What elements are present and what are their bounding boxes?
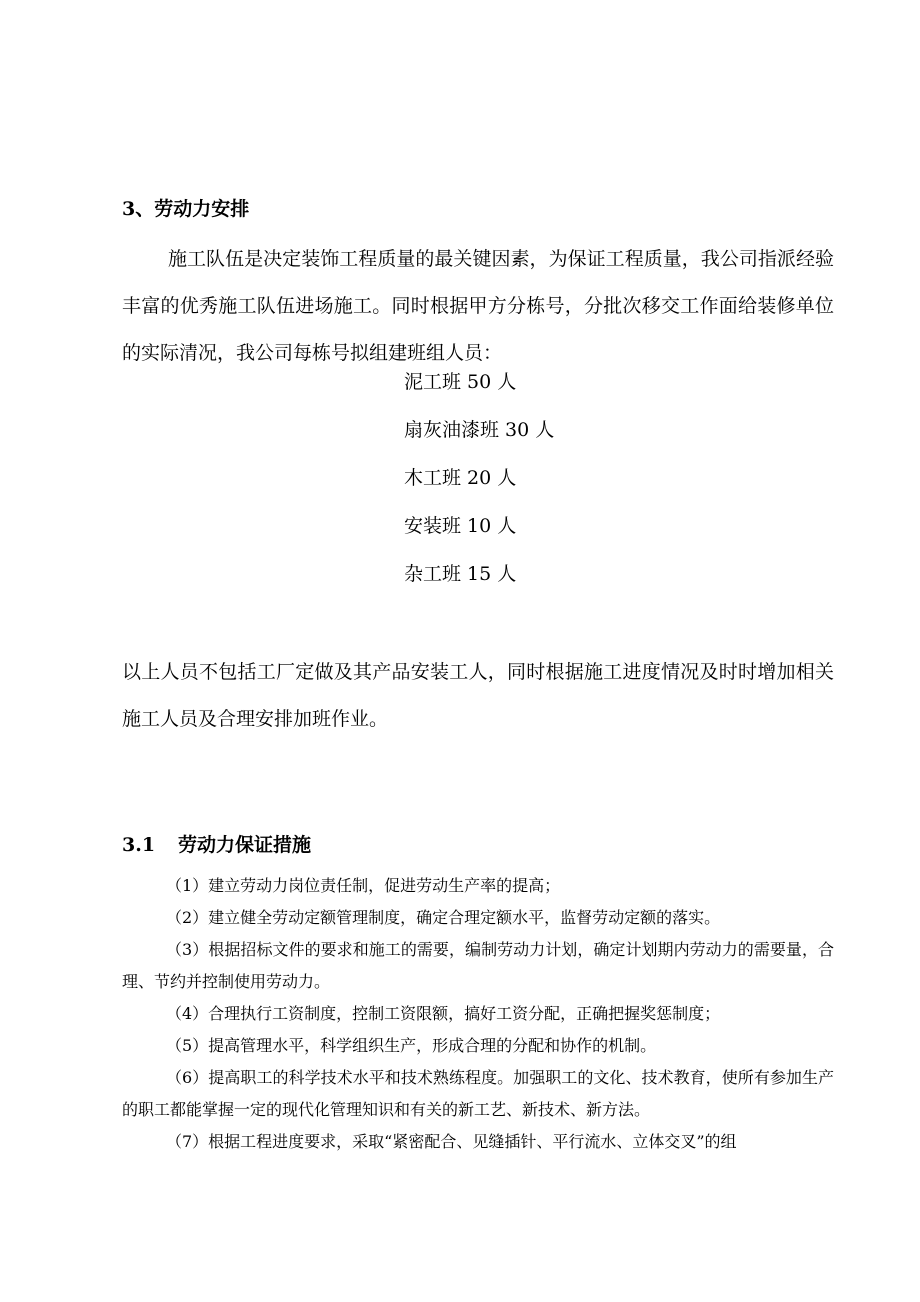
team-item-painting: 扇灰油漆班 30 人 xyxy=(404,419,555,441)
team-item-carpentry: 木工班 20 人 xyxy=(404,467,517,489)
measure-item-2: （2）建立健全劳动定额管理制度，确定合理定额水平，监督劳动定额的落实。 xyxy=(166,908,721,927)
measure-item-1: （1）建立劳动力岗位责任制，促进劳动生产率的提高； xyxy=(166,876,561,895)
measure-item-7: （7）根据工程进度要求，采取“紧密配合、见缝插针、平行流水、立体交叉”的组 xyxy=(166,1132,737,1151)
measure-item-4: （4）合理执行工资制度，控制工资限额，搞好工资分配，正确把握奖惩制度； xyxy=(166,1004,721,1023)
measure-item-5: （5）提高管理水平，科学组织生产，形成合理的分配和协作的机制。 xyxy=(166,1036,657,1055)
section-number: 3.1 xyxy=(122,834,156,856)
measures-list xyxy=(122,870,834,1158)
team-list xyxy=(404,358,554,598)
summary-paragraph: 以上人员不包括工厂定做及其产品安装工人，同时根据施工进度情况及时时增加相关施工人员及合理安排加班作业。 xyxy=(122,661,834,730)
section-title: 劳动力保证措施 xyxy=(178,834,312,856)
measure-item-6: （6）提高职工的科学技术水平和技术熟练程度。加强职工的文化、技术教育，使所有参加生产的职工都能掌握一定的现代化管理知识和有关的新工艺、新技术、新方法。 xyxy=(122,1068,834,1119)
team-item-installation: 安装班 10 人 xyxy=(404,515,517,537)
intro-paragraph: 施工队伍是决定装饰工程质量的最关键因素，为保证工程质量，我公司指派经验丰富的优秀施工队伍进场施工。同时根据甲方分栋号，分批次移交工作面给装修单位的实际清况，我公司每栋号拟组建班组人员： xyxy=(122,248,834,364)
team-item-masonry: 泥工班 50 人 xyxy=(404,371,517,393)
section-heading-labor-arrangement: 3、劳动力安排 xyxy=(122,198,250,220)
section-heading-labor-guarantee xyxy=(122,833,311,857)
measure-item-3: （3）根据招标文件的要求和施工的需要，编制劳动力计划，确定计划期内劳动力的需要量，合理、节约并控制使用劳动力。 xyxy=(122,940,834,991)
team-item-general-labor: 杂工班 15 人 xyxy=(404,563,517,585)
